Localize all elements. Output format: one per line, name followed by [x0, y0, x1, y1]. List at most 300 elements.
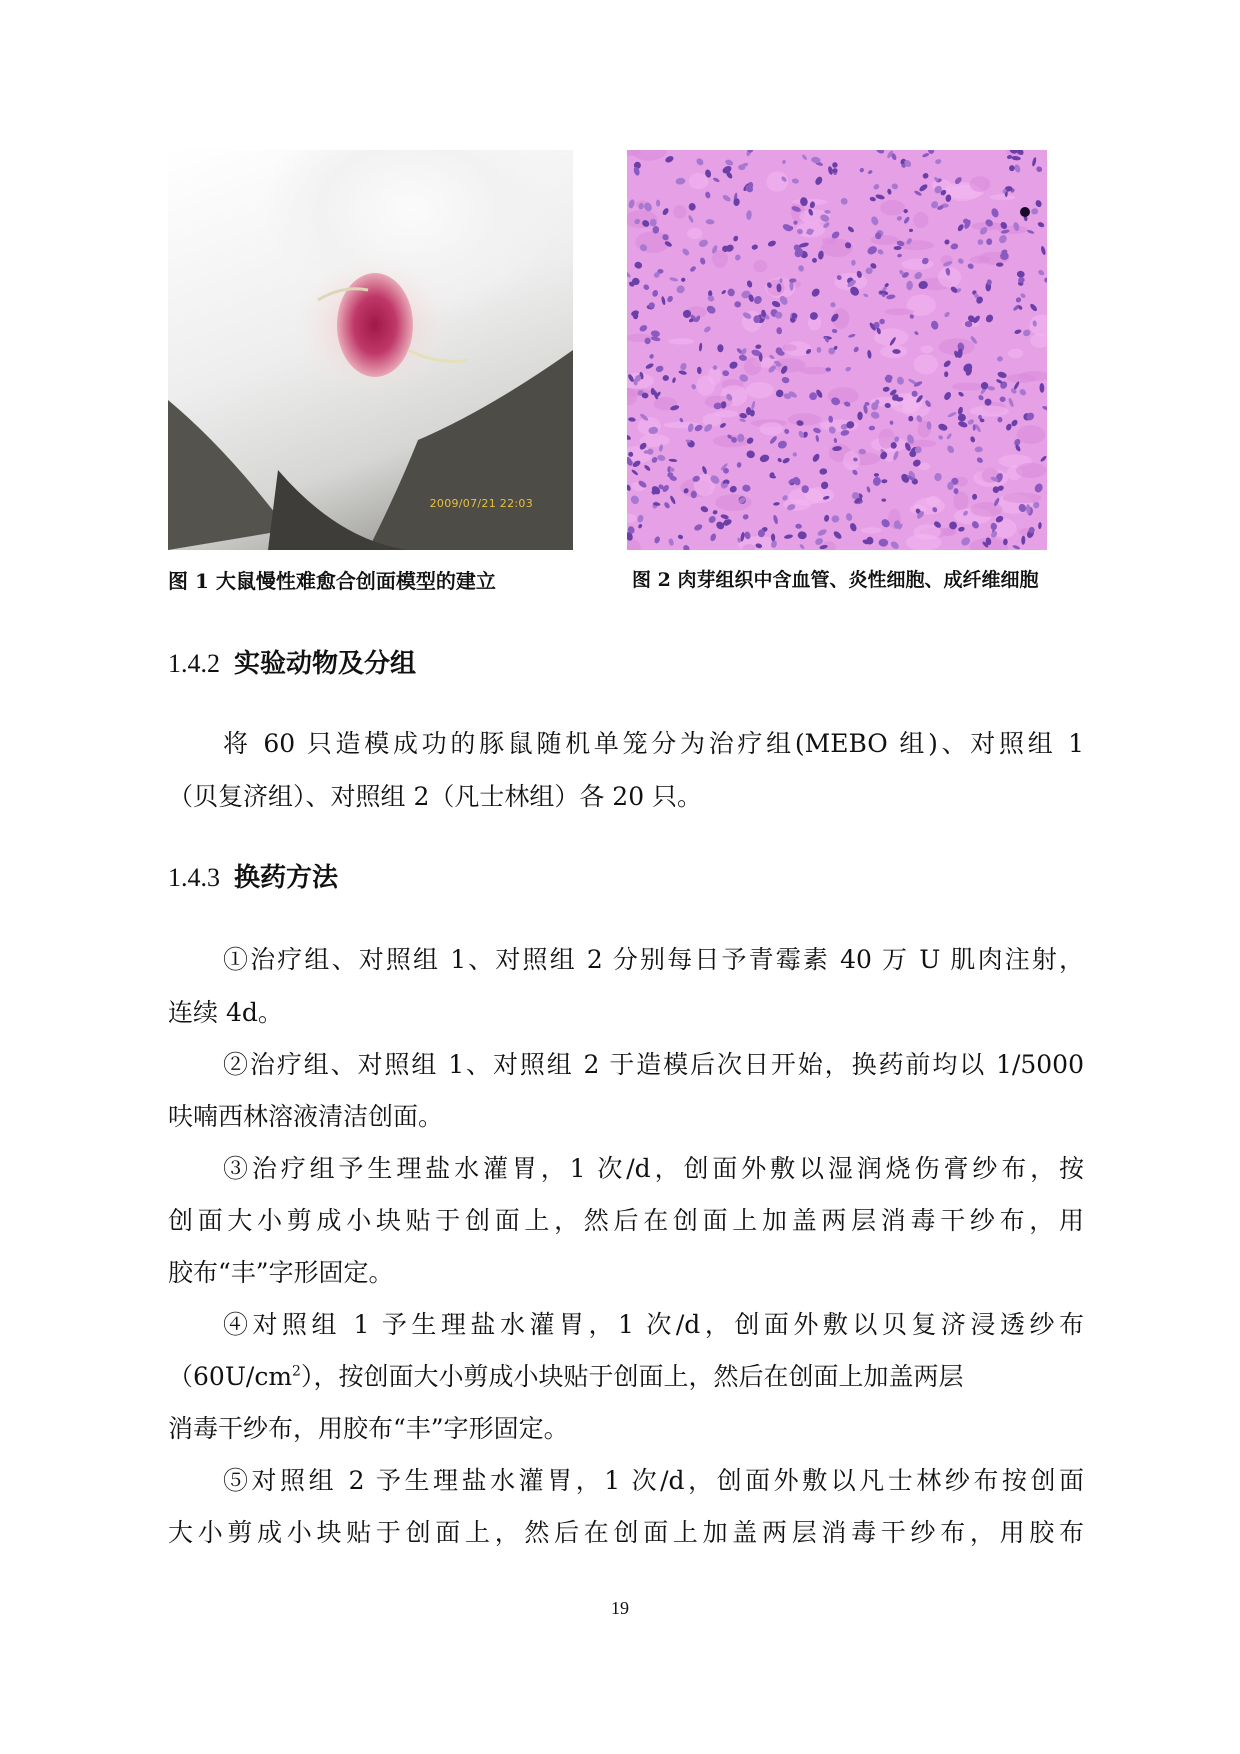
cell-nucleus: [732, 235, 738, 242]
cell-nucleus: [1021, 536, 1025, 545]
cell-nucleus: [1005, 423, 1013, 431]
stroma-patch: [788, 413, 822, 425]
cell-nucleus: [773, 502, 780, 506]
cell-nucleus: [669, 458, 678, 462]
stroma-patch: [668, 338, 694, 344]
cell-nucleus: [987, 386, 995, 391]
stroma-patch: [1006, 374, 1035, 383]
cell-nucleus: [1031, 157, 1037, 167]
cell-nucleus: [742, 513, 749, 520]
cell-nucleus: [811, 257, 818, 264]
cell-nucleus: [930, 320, 939, 331]
cell-nucleus: [662, 375, 669, 382]
cell-nucleus: [863, 404, 869, 414]
stroma-patch: [1016, 463, 1047, 478]
cell-nucleus: [742, 484, 751, 492]
cell-nucleus: [914, 330, 919, 335]
cell-nucleus: [653, 536, 661, 545]
cell-nucleus: [870, 411, 881, 420]
cell-nucleus: [857, 412, 863, 421]
cell-nucleus: [957, 391, 964, 398]
cell-nucleus: [897, 253, 902, 257]
cell-nucleus: [739, 412, 748, 419]
cell-nucleus: [637, 523, 643, 529]
cell-nucleus: [797, 531, 807, 540]
cell-nucleus: [705, 304, 717, 315]
cell-nucleus: [682, 544, 691, 550]
cell-nucleus: [769, 435, 778, 445]
cell-nucleus: [889, 420, 893, 425]
cell-nucleus: [887, 188, 892, 195]
cell-nucleus: [709, 533, 717, 542]
figure-1-wound-photo: [168, 150, 573, 550]
cell-nucleus: [668, 538, 675, 546]
histology-illustration: [627, 150, 1047, 550]
cell-nucleus: [832, 530, 843, 540]
cell-nucleus: [848, 333, 856, 338]
cell-nucleus: [865, 267, 872, 274]
cell-nucleus: [972, 494, 977, 500]
stroma-patch: [687, 228, 702, 239]
cell-nucleus: [751, 400, 756, 410]
cell-nucleus: [958, 526, 966, 532]
cell-nucleus: [722, 370, 730, 377]
cell-nucleus: [977, 394, 984, 401]
cell-nucleus: [946, 444, 956, 454]
cell-nucleus: [656, 200, 660, 207]
page-number: 19: [611, 1598, 629, 1618]
cell-nucleus: [690, 383, 697, 390]
cell-nucleus: [1037, 269, 1045, 277]
cell-nucleus: [642, 283, 650, 291]
cell-nucleus: [728, 360, 739, 370]
cell-nucleus: [878, 318, 885, 325]
cell-nucleus: [638, 324, 648, 333]
cell-nucleus: [879, 539, 889, 547]
stroma-patch: [914, 354, 938, 374]
cell-nucleus: [781, 376, 790, 384]
cell-nucleus: [1014, 329, 1022, 335]
cell-nucleus: [882, 499, 887, 502]
cell-nucleus: [688, 203, 696, 211]
cell-nucleus: [772, 514, 778, 524]
cell-nucleus: [689, 265, 697, 273]
stroma-patch: [689, 173, 709, 189]
cell-nucleus: [957, 420, 968, 428]
cell-nucleus: [874, 473, 879, 477]
cell-nucleus: [675, 284, 686, 294]
figure-2-histology: [627, 150, 1047, 550]
paragraph-line: 连续 4d。: [168, 998, 283, 1027]
cell-nucleus: [823, 514, 829, 522]
cell-nucleus: [637, 514, 645, 523]
cell-nucleus: [738, 354, 747, 362]
cell-nucleus: [691, 491, 697, 499]
paragraph-line: 消毒干纱布，用胶布“丰”字形固定。: [168, 1414, 569, 1443]
concentration-value: 60U/cm: [193, 1362, 293, 1391]
cell-nucleus: [693, 523, 703, 532]
cell-nucleus: [791, 178, 799, 184]
cell-nucleus: [688, 214, 695, 223]
section-number: 1.4.3: [168, 863, 220, 892]
cell-nucleus: [872, 476, 882, 487]
cell-nucleus: [909, 229, 913, 233]
paragraph-line: ③治疗组予生理盐水灌胃，1 次/d，创面外敷以湿润烧伤膏纱布，按: [223, 1154, 1084, 1183]
cell-nucleus: [827, 166, 833, 176]
cell-nucleus: [997, 234, 1008, 245]
cell-nucleus: [943, 391, 953, 401]
stroma-patch: [627, 514, 637, 523]
cell-nucleus: [999, 396, 1005, 402]
paragraph-line: $(60U/cm^2)$，按创面大小剪成小块贴于创面上，然后在创面上加盖两层: [168, 1362, 964, 1391]
cell-nucleus: [896, 376, 904, 385]
cell-nucleus: [832, 168, 837, 172]
cell-nucleus: [701, 465, 708, 474]
cell-nucleus: [1038, 522, 1042, 529]
stroma-patch: [953, 491, 968, 510]
cell-nucleus: [734, 254, 741, 262]
stroma-patch: [1003, 493, 1042, 503]
cell-nucleus: [651, 456, 659, 464]
cell-nucleus: [699, 257, 706, 265]
cell-nucleus: [664, 155, 674, 164]
cell-nucleus: [817, 347, 822, 353]
cell-nucleus: [698, 238, 709, 248]
cell-nucleus: [869, 196, 876, 202]
cell-nucleus: [845, 512, 853, 521]
cell-nucleus: [891, 442, 897, 449]
cell-nucleus: [875, 194, 885, 201]
cell-nucleus: [700, 505, 709, 513]
cell-nucleus: [810, 287, 821, 298]
cell-nucleus: [663, 501, 671, 509]
cell-nucleus: [792, 452, 798, 458]
cell-nucleus: [767, 240, 777, 248]
cell-nucleus: [707, 515, 717, 525]
cell-nucleus: [875, 150, 886, 155]
cell-nucleus: [1012, 544, 1020, 550]
cell-nucleus: [946, 433, 953, 440]
cell-nucleus: [799, 543, 805, 549]
cell-nucleus: [729, 485, 738, 494]
cell-nucleus: [847, 225, 855, 233]
cell-nucleus: [783, 428, 790, 435]
cell-nucleus: [996, 263, 1003, 267]
wound-illustration: [168, 150, 573, 550]
cell-nucleus: [1040, 246, 1046, 256]
stroma-patch: [920, 345, 933, 353]
stroma-patch: [861, 527, 882, 533]
cell-nucleus: [886, 294, 896, 300]
cell-nucleus: [1020, 292, 1027, 299]
cell-nucleus: [679, 362, 687, 371]
cell-nucleus: [705, 219, 714, 225]
photo-timestamp: 2009/07/21 22:03: [429, 497, 533, 510]
cell-nucleus: [695, 157, 705, 167]
cell-nucleus: [759, 453, 770, 463]
cell-nucleus: [984, 313, 994, 323]
paragraph-line: 将 60 只造模成功的豚鼠随机单笼分为治疗组(MEBO 组)、对照组 1: [223, 729, 1084, 758]
cell-nucleus: [845, 366, 852, 372]
cell-nucleus: [1033, 482, 1044, 494]
cell-nucleus: [906, 281, 913, 291]
paragraph-line: 呋喃西林溶液清洁创面。: [168, 1102, 444, 1131]
cell-nucleus: [681, 247, 690, 257]
cell-nucleus: [889, 540, 900, 550]
cell-nucleus: [726, 288, 735, 298]
cell-nucleus: [751, 244, 759, 251]
cell-nucleus: [669, 495, 676, 505]
cell-nucleus: [922, 152, 930, 158]
stroma-patch: [744, 358, 762, 376]
cell-nucleus: [1018, 388, 1027, 397]
stroma-patch: [970, 256, 990, 264]
cell-nucleus: [721, 289, 727, 295]
cell-nucleus: [812, 427, 821, 434]
cell-nucleus: [669, 277, 678, 282]
cell-nucleus: [712, 177, 720, 183]
cell-nucleus: [863, 293, 869, 298]
cell-nucleus: [872, 183, 880, 191]
cell-nucleus: [797, 264, 804, 272]
cell-nucleus: [746, 280, 753, 288]
cell-nucleus: [859, 167, 865, 173]
cell-nucleus: [666, 295, 674, 303]
stroma-patch: [627, 539, 641, 550]
stroma-patch: [782, 344, 797, 351]
cell-nucleus: [831, 515, 840, 523]
cell-nucleus: [655, 365, 664, 373]
cell-nucleus: [1027, 229, 1035, 234]
cell-nucleus: [707, 295, 715, 303]
cell-nucleus: [891, 183, 898, 190]
cell-nucleus: [719, 422, 727, 429]
cell-nucleus: [913, 271, 924, 281]
stroma-patch: [843, 451, 860, 470]
cell-nucleus: [944, 371, 948, 377]
cell-nucleus: [903, 216, 911, 225]
cell-nucleus: [1029, 303, 1038, 313]
cell-nucleus: [1009, 165, 1015, 171]
paragraph-line: 胶布“丰”字形固定。: [168, 1258, 394, 1287]
cell-nucleus: [896, 215, 903, 221]
cell-nucleus: [680, 277, 686, 283]
cell-nucleus: [943, 311, 950, 318]
stroma-patch: [663, 422, 700, 429]
cell-nucleus: [713, 365, 718, 370]
stroma-patch: [760, 422, 784, 435]
cell-nucleus: [970, 436, 976, 443]
cell-nucleus: [849, 522, 858, 532]
cell-nucleus: [1016, 270, 1025, 278]
cell-nucleus: [672, 377, 677, 383]
cell-nucleus: [1032, 501, 1040, 509]
stroma-patch: [638, 417, 661, 436]
paragraph-line: ④对照组 1 予生理盐水灌胃，1 次/d，创面外敷以贝复济浸透纱布: [223, 1310, 1084, 1339]
cell-nucleus: [652, 289, 659, 297]
stroma-patch: [746, 382, 774, 398]
cell-nucleus: [677, 534, 683, 540]
dark-cell: [1020, 207, 1030, 217]
cell-nucleus: [976, 456, 984, 464]
cell-nucleus: [627, 484, 631, 491]
stroma-patch: [1030, 334, 1047, 348]
cell-nucleus: [943, 238, 950, 245]
cell-nucleus: [661, 296, 666, 306]
cell-nucleus: [705, 191, 711, 199]
cell-nucleus: [1043, 277, 1047, 284]
cell-nucleus: [628, 199, 636, 209]
cell-nucleus: [775, 388, 785, 398]
section-number: 1.4.2: [168, 649, 220, 678]
cell-nucleus: [990, 207, 1000, 218]
cell-nucleus: [627, 434, 632, 441]
cell-nucleus: [831, 161, 838, 168]
paragraph-line: ②治疗组、对照组 1、对照组 2 于造模后次日开始，换药前均以 1/5000: [223, 1050, 1084, 1079]
cell-nucleus: [937, 434, 943, 440]
stroma-patch: [913, 212, 928, 228]
stroma-patch: [952, 383, 985, 391]
stroma-patch: [631, 150, 666, 161]
cell-nucleus: [981, 382, 988, 389]
cell-nucleus: [675, 177, 686, 185]
cell-nucleus: [935, 158, 942, 164]
cell-nucleus: [851, 260, 856, 266]
cell-nucleus: [736, 462, 741, 468]
cell-nucleus: [631, 469, 639, 476]
figure-1-caption: 图 1 大鼠慢性难愈合创面模型的建立: [168, 569, 496, 593]
cell-nucleus: [870, 215, 880, 226]
figure-2-caption: 图 2 肉芽组织中含血管、炎性细胞、成纤维细胞: [632, 569, 1039, 591]
stroma-patch: [970, 176, 991, 192]
cell-nucleus: [795, 524, 802, 530]
cell-nucleus: [833, 438, 837, 443]
stroma-patch: [970, 406, 1009, 417]
cell-nucleus: [801, 154, 807, 161]
cell-nucleus: [678, 370, 687, 376]
cell-nucleus: [811, 453, 820, 463]
stroma-patch: [885, 308, 915, 315]
section-heading-1-4-3: [168, 857, 338, 894]
stroma-patch: [990, 194, 1016, 200]
stroma-patch: [715, 494, 751, 511]
cell-nucleus: [771, 300, 781, 309]
cell-nucleus: [628, 417, 636, 422]
cell-nucleus: [777, 440, 788, 450]
stroma-patch: [673, 205, 686, 219]
section-heading-1-4-2: [168, 643, 416, 680]
cell-nucleus: [950, 242, 959, 250]
cell-nucleus: [1042, 405, 1047, 412]
cell-nucleus: [746, 450, 756, 459]
cell-nucleus: [967, 262, 975, 269]
cell-nucleus: [752, 294, 763, 305]
stroma-patch: [871, 235, 899, 245]
cell-nucleus: [839, 197, 848, 206]
cell-nucleus: [986, 238, 992, 245]
cell-nucleus: [918, 183, 929, 193]
cell-nucleus: [1034, 199, 1042, 208]
cell-nucleus: [739, 418, 746, 423]
cell-nucleus: [661, 207, 669, 216]
cell-nucleus: [1037, 221, 1045, 228]
stroma-patch: [753, 260, 767, 272]
cell-nucleus: [699, 343, 703, 352]
cell-nucleus: [645, 362, 655, 370]
cell-nucleus: [712, 510, 718, 515]
cell-nucleus: [975, 446, 983, 452]
cell-nucleus: [634, 261, 643, 270]
cell-nucleus: [957, 223, 965, 232]
cell-nucleus: [853, 346, 860, 353]
cell-nucleus: [720, 514, 729, 520]
stroma-patch: [971, 502, 1003, 517]
section-title: 实验动物及分组: [234, 649, 417, 679]
cell-nucleus: [657, 454, 666, 462]
cell-nucleus: [830, 302, 836, 307]
paragraph-line-rest: ），按创面大小剪成小块贴于创面上，然后在创面上加盖两层: [300, 1362, 964, 1391]
cell-nucleus: [996, 356, 1003, 362]
cell-nucleus: [1022, 329, 1031, 338]
cell-nucleus: [782, 457, 791, 465]
cell-nucleus: [869, 426, 876, 431]
cell-nucleus: [722, 194, 732, 203]
cell-nucleus: [1039, 383, 1044, 393]
cell-nucleus: [815, 435, 819, 442]
cell-nucleus: [877, 248, 885, 255]
paragraph-line: （贝复济组）、对照组 2（凡士林组）各 20 只。: [168, 782, 703, 811]
cell-nucleus: [814, 175, 824, 186]
cell-nucleus: [1040, 455, 1047, 462]
cell-nucleus: [703, 325, 712, 333]
cell-nucleus: [866, 244, 878, 256]
cell-nucleus: [781, 494, 788, 502]
cell-nucleus: [777, 457, 783, 463]
cell-nucleus: [817, 528, 828, 537]
cell-nucleus: [697, 367, 702, 375]
cell-nucleus: [724, 159, 734, 167]
cell-nucleus: [997, 417, 1003, 423]
cell-nucleus: [866, 486, 871, 493]
cell-nucleus: [782, 159, 786, 164]
cell-nucleus: [734, 301, 741, 308]
cell-nucleus: [867, 350, 872, 359]
stroma-patch: [880, 200, 905, 215]
cell-nucleus: [784, 534, 794, 540]
cell-nucleus: [882, 386, 889, 392]
stroma-patch: [697, 375, 715, 395]
cell-nucleus: [755, 344, 762, 349]
cell-nucleus: [746, 210, 752, 220]
cell-nucleus: [937, 423, 948, 432]
section-title: 换药方法: [234, 863, 339, 893]
cell-nucleus: [643, 464, 651, 472]
stroma-patch: [800, 367, 831, 375]
cell-nucleus: [922, 172, 929, 179]
cell-nucleus: [934, 473, 942, 482]
cell-nucleus: [997, 371, 1008, 379]
cell-nucleus: [1035, 165, 1043, 173]
paragraph-line: ①治疗组、对照组 1、对照组 2 分别每日予青霉素 40 万 U 肌肉注射，: [223, 945, 1084, 974]
cell-nucleus: [832, 328, 838, 333]
cell-nucleus: [627, 270, 632, 278]
cell-nucleus: [776, 327, 782, 335]
cell-nucleus: [782, 223, 794, 233]
cell-nucleus: [957, 257, 965, 265]
cell-nucleus: [629, 494, 640, 506]
superscript: 2: [292, 1363, 301, 1380]
stroma-patch: [703, 413, 722, 426]
